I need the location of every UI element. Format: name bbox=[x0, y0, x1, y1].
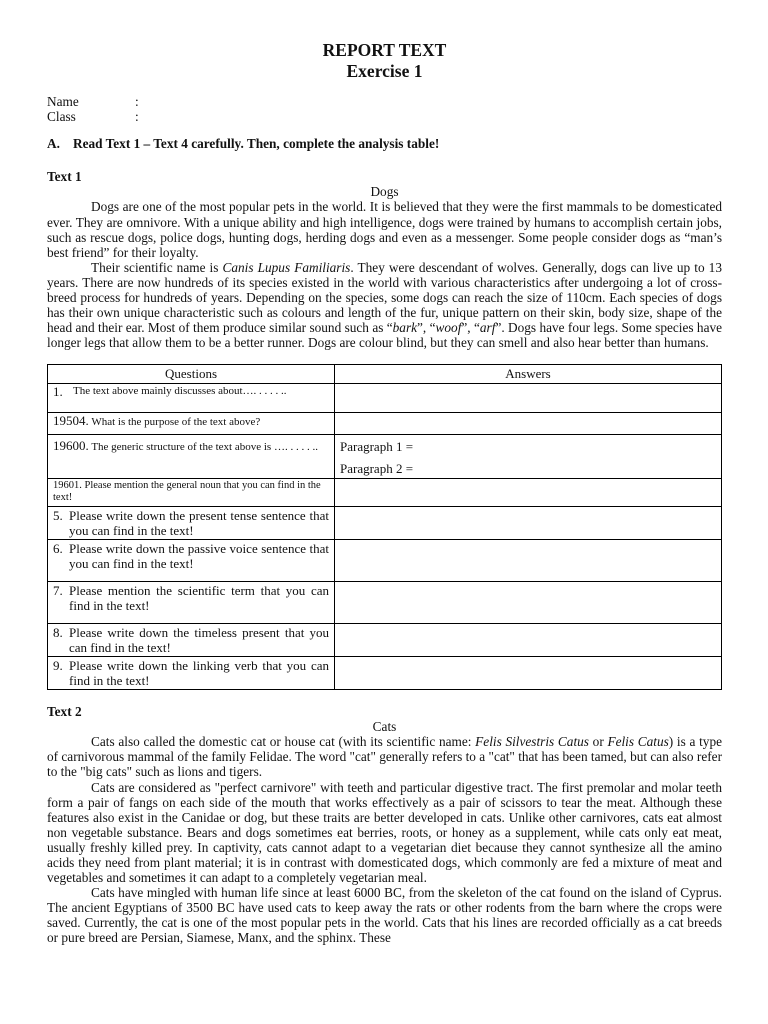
question-cell: 8. Please write down the timeless present that you can find in the text! bbox=[48, 623, 335, 656]
question-cell: 6. Please write down the passive voice sentence that you can find in the text! bbox=[48, 539, 335, 581]
table-row bbox=[48, 383, 722, 412]
text2-paragraph-2: Cats are considered as "perfect carnivore" with teeth and particular digestive tract. The first premolar and molar teeth form a pair of fangs on each side of the mouth that works effectively as a pair of scissors to tear the meat. Although these features also exist in the Canidae or dog, but these traits are better developed in cats. Unlike other carnivores, cats eat almost non vegetable substance. Bears and dogs sometimes eat berries, roots, or honey as a supplement, while cats only eat meat, usually freshly killed prey. In captivity, cats cannot adapt to a vegetarian diet because they cannot synthesize all the amino acids they need from plant material; it is in contrast with domesticated dogs, which commonly are fed a mixture of meat and vegetables and sometimes it can adapt to a completely vegetarian meal. bbox=[47, 779, 722, 886]
question-cell: 19600. The generic structure of the text above is …. . . . . .. bbox=[48, 434, 335, 478]
instruction bbox=[47, 136, 722, 151]
scientific-name: Canis Lupus Familiaris bbox=[222, 259, 351, 275]
table-row bbox=[48, 434, 722, 478]
instruction-letter: A. bbox=[47, 136, 60, 152]
text1-paragraph-1: Dogs are one of the most popular pets in the world. It is believed that they were the first mammals to be domesticated ever. They are omnivore. With a unique ability and high intelligence, dogs were trained by humans to accomplish certain jobs, such as rescue dogs, police dogs, hunting dogs, herding dogs and even as a messenger. Some people consider dogs as “man’s best friend” for their loyalty. bbox=[47, 199, 722, 260]
text1-title: Dogs bbox=[370, 184, 399, 200]
answer-cell[interactable] bbox=[335, 623, 722, 656]
answer-cell[interactable] bbox=[335, 506, 722, 539]
name-label: Name bbox=[47, 94, 79, 109]
question-cell: 19601. Please mention the general noun that you can find in the text! bbox=[48, 478, 335, 506]
info-row-class bbox=[47, 109, 722, 124]
paragraph-2-answer: Paragraph 2 = bbox=[340, 460, 414, 476]
text2-paragraph-3: Cats have mingled with human life since at least 6000 BC, from the skeleton of the cat found on the island of Cyprus. The ancient Egyptians of 3500 BC have used cats to keep away the rats or other rodents from the barn where the crops were saved. Currently, the cat is one of the most popular pets in the world. Cats that his lines are recorded officially as a cat breeds or pure breed are Persian, Siamese, Manx, and the sphinx. These bbox=[47, 885, 722, 946]
instruction-text: Read Text 1 – Text 4 carefully. Then, complete the analysis table! bbox=[73, 136, 440, 152]
answer-cell[interactable] bbox=[335, 656, 722, 689]
text2-title: Cats bbox=[372, 719, 397, 735]
paragraph-1-answer: Paragraph 1 = bbox=[340, 438, 414, 454]
table-row bbox=[48, 656, 722, 689]
question-cell: 9. Please write down the linking verb that you can find in the text! bbox=[48, 656, 335, 689]
table-row bbox=[48, 581, 722, 623]
info-row-name bbox=[47, 94, 722, 109]
question-cell: 1. The text above mainly discusses about…. . . . . .. bbox=[48, 383, 335, 412]
text2-paragraph-1: Cats also called the domestic cat or house cat (with its scientific name: Felis Silvestris Catus or Felis Catus) is a type of carnivorous mammal of the family Felidae. The word "cat" generally refers to a "cat" that has been tamed, but can also refer to the "big cats" such as lions and tigers. bbox=[47, 734, 723, 780]
question-cell: 7. Please mention the scientific term that you can find in the text! bbox=[48, 581, 335, 623]
answer-cell[interactable] bbox=[335, 383, 722, 412]
page-title: REPORT TEXT bbox=[322, 40, 447, 60]
answer-cell[interactable] bbox=[335, 581, 722, 623]
answer-cell[interactable] bbox=[335, 434, 722, 478]
question-cell: 5. Please write down the present tense sentence that you can find in the text! bbox=[48, 506, 335, 539]
class-separator: : bbox=[135, 109, 139, 125]
table-row bbox=[48, 412, 722, 434]
text1-paragraph-2: Their scientific name is Canis Lupus Familiaris. They were descendant of wolves. Generally, dogs can live up to 13 years. There are now hundreds of its species existed in the world with various characteristics after undergoing a lot of cross-breed process for hundreds of years. Depending on the species, some dogs can reach the size of 110cm. Each species of dogs has their own unique characteristic such as colours and length of the fur, unique pattern on their skin, body size, shape of the head and their ear. Most of them produce similar sound such as “bark”, “woof”, “arf”. Dogs have four legs. Some species have longer legs that allow them to be a better runner. Dogs are colour blind, but they can smell and also hear better than humans. bbox=[47, 259, 723, 351]
question-cell: 19504. What is the purpose of the text above? bbox=[48, 412, 335, 434]
student-info bbox=[47, 94, 722, 124]
questions-header: Questions bbox=[48, 365, 335, 383]
answer-cell[interactable] bbox=[335, 539, 722, 581]
scientific-name: Felis Catus bbox=[607, 734, 669, 750]
scientific-name: Felis Silvestris Catus bbox=[475, 734, 589, 750]
table-header-row bbox=[48, 365, 722, 383]
table-row bbox=[48, 506, 722, 539]
answer-cell[interactable] bbox=[335, 412, 722, 434]
table-row bbox=[48, 539, 722, 581]
text1-heading: Text 1 bbox=[47, 169, 82, 185]
answers-header: Answers bbox=[335, 365, 722, 383]
table-row bbox=[48, 623, 722, 656]
answer-cell[interactable] bbox=[335, 478, 722, 506]
text2-heading: Text 2 bbox=[47, 704, 82, 720]
name-separator: : bbox=[135, 94, 139, 109]
analysis-table bbox=[47, 364, 722, 690]
table-row bbox=[48, 478, 722, 506]
page-subtitle: Exercise 1 bbox=[346, 61, 423, 81]
class-label: Class bbox=[47, 109, 76, 125]
